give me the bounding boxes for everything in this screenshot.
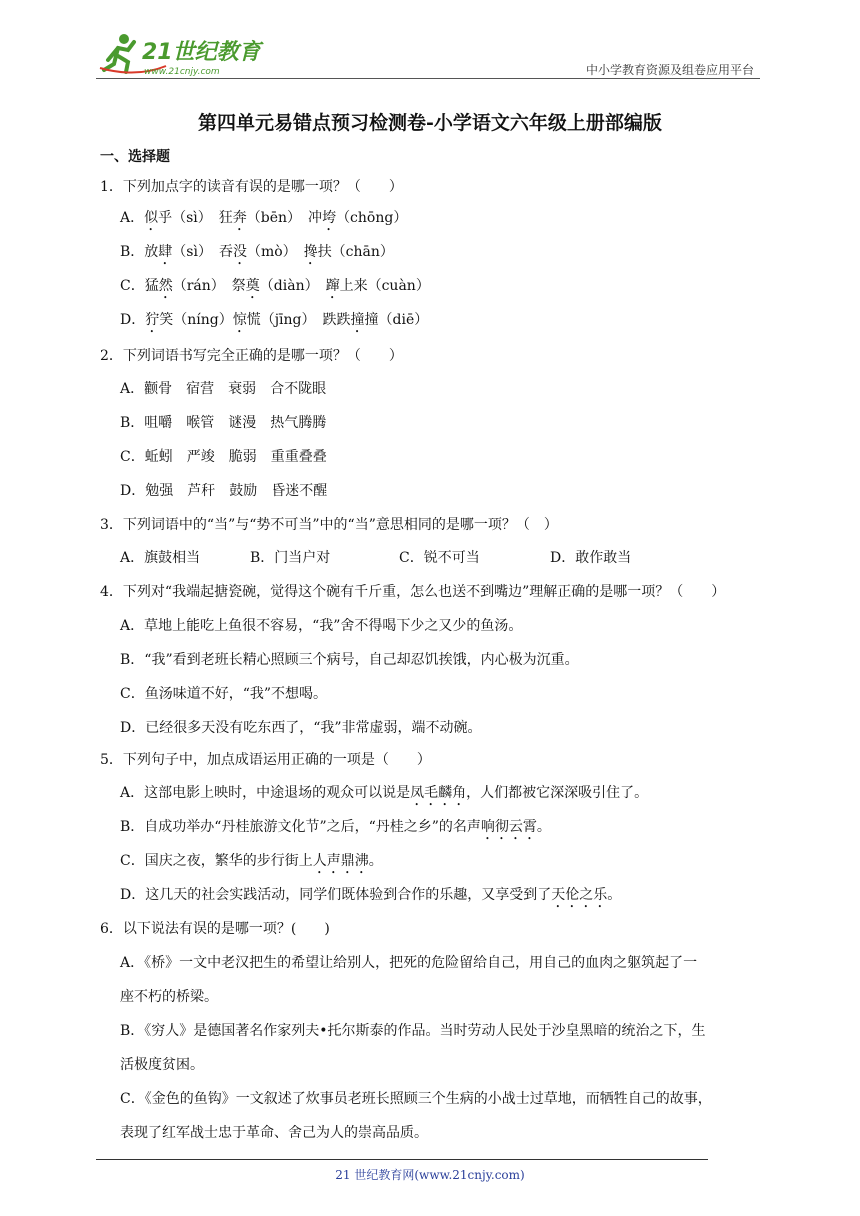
section-heading: 一、选择题 — [100, 149, 170, 165]
footer-link[interactable]: 21 世纪教育网(www.21cnjy.com) — [335, 1168, 525, 1182]
question-2-stem: 2．下列词语书写完全正确的是哪一项？（ ） — [100, 348, 403, 364]
page-title: 第四单元易错点预习检测卷-小学语文六年级上册部编版 — [198, 112, 662, 134]
q3-option-c: C．锐不可当 — [399, 550, 480, 566]
footer-divider — [96, 1159, 708, 1160]
question-3-stem: 3．下列词语中的“当”与“势不可当”中的“当”意思相同的是哪一项？（ ） — [100, 517, 558, 533]
question-4-stem: 4．下列对“我端起搪瓷碗，觉得这个碗有千斤重，怎么也送不到嘴边”理解正确的是哪一项？（ ） — [100, 584, 726, 600]
q1-option-c: C．猛然（rán） 祭奠（diàn） 蹿上来（cuàn） — [120, 278, 430, 294]
q4-option-b: B．“我”看到老班长精心照顾三个病号，自己却忍饥挨饿，内心极为沉重。 — [120, 652, 579, 668]
logo-main-text: 21世纪教育 — [142, 40, 261, 65]
logo — [96, 30, 266, 78]
q3-option-d: D．敢作敢当 — [550, 550, 632, 566]
q1-option-b: B．放肆（sì） 吞没（mò） 搀扶（chān） — [120, 244, 394, 260]
q6-option-b-line2: 活极度贫困。 — [120, 1057, 204, 1073]
q6-option-c-line2: 表现了红军战士忠于革命、舍己为人的崇高品质。 — [120, 1125, 428, 1141]
q5-option-a: A．这部电影上映时，中途退场的观众可以说是凤毛麟角，人们都被它深深吸引住了。 — [120, 785, 649, 801]
q6-option-c-line1: C．《金色的鱼钩》一文叙述了炊事员老班长照顾三个生病的小战士过草地，而牺牲自己的故事， — [120, 1091, 712, 1107]
question-1-stem: 1．下列加点字的读音有误的是哪一项？（ ） — [100, 179, 403, 195]
runner-logo-icon — [96, 30, 266, 78]
q4-option-a: A．草地上能吃上鱼很不容易，“我”舍不得喝下少之又少的鱼汤。 — [120, 618, 523, 634]
q2-option-a: A．颧骨 宿营 衰弱 合不陇眼 — [120, 381, 327, 397]
q6-option-a-line2: 座不朽的桥梁。 — [120, 989, 218, 1005]
logo-sub-text: www.21cnjy.com — [144, 67, 220, 77]
q5-option-c: C．国庆之夜，繁华的步行街上人声鼎沸。 — [120, 853, 383, 869]
q5-option-b: B．自成功举办“丹桂旅游文化节”之后，“丹桂之乡”的名声响彻云霄。 — [120, 819, 551, 835]
q3-option-a: A．旗鼓相当 — [120, 550, 201, 566]
q4-option-d: D．已经很多天没有吃东西了，“我”非常虚弱，端不动碗。 — [120, 720, 482, 736]
header-divider — [96, 78, 760, 79]
q4-option-c: C．鱼汤味道不好，“我”不想喝。 — [120, 686, 328, 702]
q1-option-a: A．似乎（sì） 狂奔（bēn） 冲垮（chōng） — [120, 210, 408, 226]
q1-option-d: D．狞笑（níng）惊慌（jīng） 跌跌撞撞（diē） — [120, 312, 429, 328]
q5-option-d: D．这几天的社会实践活动，同学们既体验到合作的乐趣，又享受到了天伦之乐。 — [120, 887, 622, 903]
q2-option-c: C．蚯蚓 严竣 脆弱 重重叠叠 — [120, 449, 327, 465]
q3-option-b: B．门当户对 — [250, 550, 331, 566]
q6-option-a-line1: A．《桥》一文中老汉把生的希望让给别人，把死的危险留给自己，用自己的血肉之躯筑起了一 — [120, 955, 698, 971]
question-5-stem: 5．下列句子中，加点成语运用正确的一项是（ ） — [100, 752, 431, 768]
q2-option-d: D．勉强 芦秆 鼓励 昏迷不醒 — [120, 483, 328, 499]
q2-option-b: B．咀嚼 喉管 谜漫 热气腾腾 — [120, 415, 327, 431]
platform-name: 中小学教育资源及组卷应用平台 — [585, 63, 754, 77]
question-6-stem: 6．以下说法有误的是哪一项？( ) — [100, 921, 330, 937]
page-header — [96, 30, 760, 78]
q6-option-b-line1: B．《穷人》是德国著名作家列夫•托尔斯泰的作品。当时劳动人民处于沙皇黑暗的统治之下，生 — [120, 1023, 706, 1039]
